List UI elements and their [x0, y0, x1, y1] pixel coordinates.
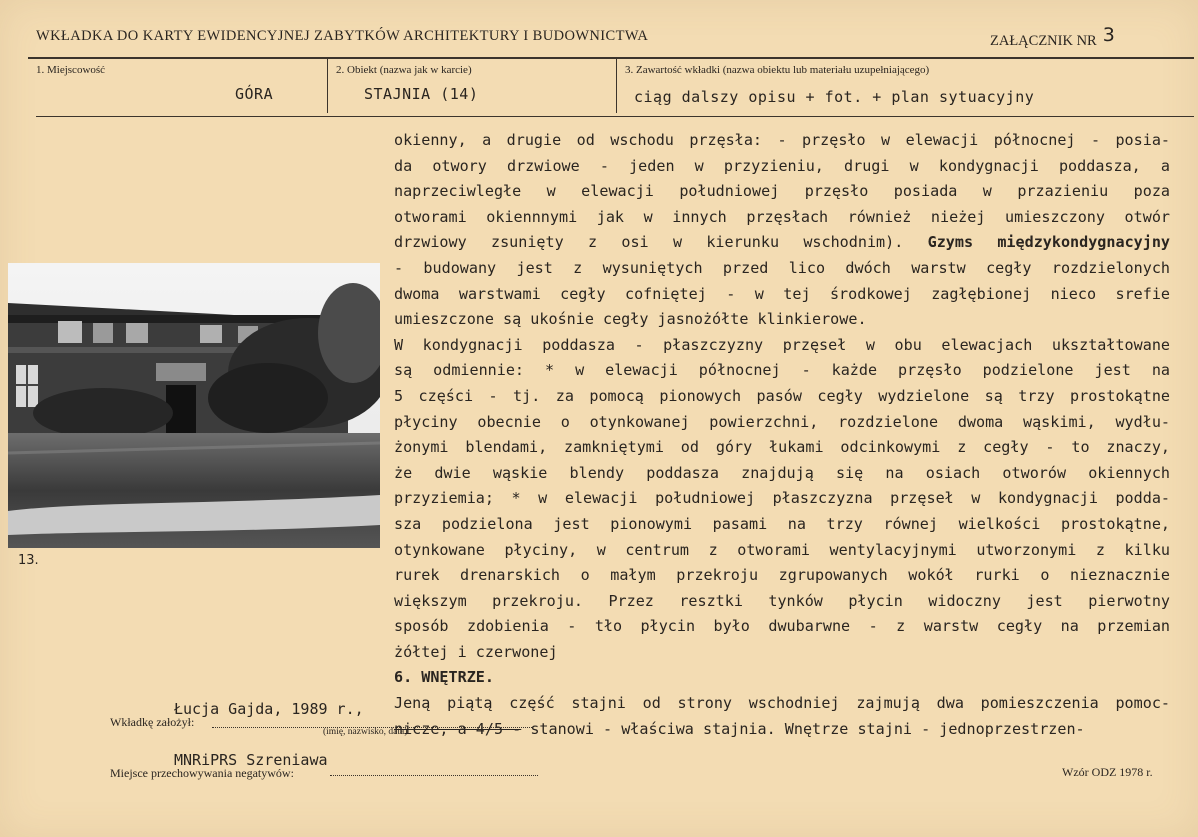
text-line: sposób zdobienia - tło płycin było dwubarwne - z warstw cegły na przemian [394, 617, 1170, 636]
location-label: 1. Miejscowość [36, 64, 106, 76]
card-title: WKŁADKA DO KARTY EWIDENCYJNEJ ZABYTKÓW ARCHITEKTURY I BUDOWNICTWA [36, 28, 649, 44]
building-photo [8, 263, 380, 548]
stable-photo-image [8, 263, 380, 548]
text-line: Jeną piątą część stajni od strony wschodniej zajmują dwa pomieszczenia pomoc- [394, 694, 1170, 713]
location-value: GÓRA [235, 85, 274, 103]
text-line: W kondygnacji poddasza - płaszczyzny przęseł w obu elewacjach ukształtowane [394, 335, 1170, 354]
text-line: są odmiennie: * w elewacji północnej - każde przęsło podzielone jest na [394, 361, 1170, 380]
form-version: Wzór ODZ 1978 r. [1062, 765, 1153, 779]
text-segment: drzwiowy zsunięty z osi w kierunku wschodnim). [394, 233, 904, 252]
content-value: ciąg dalszy opisu + fot. + plan sytuacyjny [634, 88, 1035, 106]
text-line: większym przekroju. Przez resztki tynków płycin widoczny jest pierwotny [394, 591, 1170, 610]
text-line: płyciny obecnie o otynkowanej powierzchni, rozdzielone dwoma wąskimi, wydłu- [394, 412, 1170, 431]
struck-text: nicze, a 4/5 - [394, 719, 522, 738]
section-heading: 6. WNĘTRZE. [394, 668, 494, 687]
text-line: żonymi blendami, zamkniętymi od góry łukami odcinkowymi z cegły - to znaczy, [394, 438, 1170, 457]
place-value: MNRiPRS Szreniawa [174, 751, 328, 769]
text-segment: stanowi - właściwa stajnia. Wnętrze stajni - jednoprzestrzen- [530, 719, 1085, 738]
header-rule-bottom [36, 116, 1194, 117]
text-line-mixed [394, 230, 1170, 256]
place-label: Miejsce przechowywania negatywów: [110, 766, 294, 780]
photo-number: 13. [18, 553, 39, 568]
text-line: rurek drenarskich o małym przekroju zgrupowanych wokół rurki o nieznacznie [394, 566, 1170, 585]
annex-label-text: ZAŁĄCZNIK NR [990, 33, 1097, 49]
text-line: otynkowane płyciny, w centrum z otworami wentylacyjnymi utworzonymi z kilku [394, 540, 1170, 559]
place-dotted-line [330, 775, 538, 776]
bold-phrase: Gzyms międzykondygnacyjny [927, 233, 1170, 252]
annex-label [990, 24, 1115, 50]
annex-number: 3 [1102, 24, 1115, 46]
text-line: dwoma warstwami cegły cofniętej - w tej środkowej zagłębionej nieco srefie [394, 284, 1170, 303]
object-label: 2. Obiekt (nazwa jak w karcie) [336, 64, 472, 76]
text-line-mixed [394, 717, 1170, 743]
author-hint: (imię, nazwisko, data) [323, 727, 408, 737]
header-divider-1 [327, 59, 328, 113]
object-value: STAJNIA (14) [364, 85, 479, 103]
description-text [394, 128, 1170, 742]
text-line: okienny, a drugie od wschodu przęsła: - przęsło w elewacji północnej - posia- [394, 131, 1170, 149]
header-divider-2 [616, 59, 617, 113]
text-line: że dwie wąskie blendy poddasza znajdują się na osiach otworów okiennych [394, 463, 1170, 482]
header-rule-top [28, 57, 1194, 59]
text-line: otworami okiennnymi jak w innych przęsłach również nieżej umieszczony otwór [394, 207, 1170, 226]
text-line: 5 części - tj. za pomocą pionowych pasów cegły wydzielone są trzy prostokątne [394, 386, 1170, 405]
text-line: przyziemia; * w elewacji południowej płaszczyzna przęseł w kondygnacji podda- [394, 489, 1170, 508]
text-line: naprzeciwległe w elewacji południowej przęsło posiada w przazieniu poza [394, 182, 1170, 201]
text-line: da otwory drzwiowe - jeden w przyzieniu, drugi w kondygnacji poddasza, a [394, 156, 1170, 175]
text-line: sza podzielona jest pionowymi pasami na trzy równej wielkości prostokątne, [394, 514, 1170, 533]
text-line: umieszczone są ukośnie cegły jasnożółte klinkierowe. [394, 310, 867, 329]
author-value: Łucja Gajda, 1989 r., [174, 700, 364, 718]
text-line: - budowany jest z wysuniętych przed lico dwóch warstw cegły rozdzielonych [394, 258, 1170, 277]
text-line: żółtej i czerwonej [394, 642, 558, 661]
content-label: 3. Zawartość wkładki (nazwa obiektu lub materiału uzupełniającego) [625, 64, 930, 76]
author-label: Wkładkę założył: [110, 715, 195, 729]
